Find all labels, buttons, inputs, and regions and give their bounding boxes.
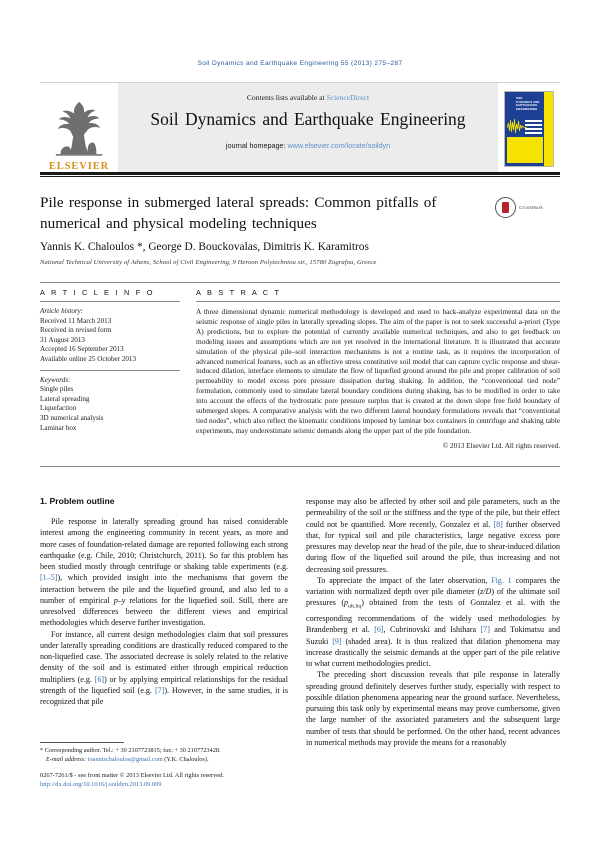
citation-ref[interactable]: [7]: [480, 625, 490, 635]
paragraph-text: response may also be affected by other soil and pile parameters, such as the permeability of the soil or the stiffness and the type of the pile, but their effect could not be quantified. More recently, Gonzalez et al.: [306, 497, 560, 529]
p-symbol: p: [344, 598, 349, 608]
abstract-text: A three dimensional dynamic numerical methodology is developed and used to back-analyze experimental data on the seismic response of single piles in laterally spreading slopes. The aim of the paper is not to seek successful a-priori (Type A) predictions, but to explore the potential of currently available numerical techniques, and also to get feedback on modeling issues and assumptions which are not yet resolved in the international literature. It is illustrated that accurate simulation of the physical pile–soil interaction mechanisms is not a routine task, as it requires the incorporation of advanced numerical features, such as an effective stress constitutive soil model that can capture cyclic response and shear-induced dilation, interface elements to simulate the flow of liquefied ground around the pile and proper calibration of soil permeability to model excess pore pressure dissipation during shaking. In addition, the “conventional tied node” formulation, commonly used to simulate lateral boundary conditions during shaking, has to be modified in order to take into account the effects of the hydrostatic pore pressure surplus that is created at the down slope free field boundary of submerged slopes. A comparative analysis with the two different lateral boundary formulations reveals that “conventional tied nodes”, which also reflect the kinematic conditions imposed by laminar box containers in centrifuge and shaking table experiments, may underestimate seismic demands along the upper part of the pile foundation.: [196, 307, 560, 435]
figure-ref[interactable]: Fig. 1: [491, 575, 512, 585]
zd-symbol: z/D: [480, 587, 492, 596]
sciencedirect-link[interactable]: ScienceDirect: [326, 93, 370, 102]
affiliation: National Technical University of Athens, School of Civil Engineering, 9 Heroon Polytechniou str., 15780 Zografou, Greece: [40, 259, 377, 266]
section-heading: 1. Problem outline: [40, 496, 115, 506]
history-revised: Received in revised form: [40, 326, 112, 335]
journal-masthead: [40, 82, 560, 175]
paragraph-text: ). However, in the same studies, it is recognized that pile: [40, 685, 288, 706]
paragraph: [40, 516, 288, 629]
citation-ref[interactable]: [6]: [374, 625, 384, 635]
abstract-heading: A B S T R A C T: [196, 288, 282, 297]
py-symbol: p–y: [113, 595, 126, 605]
homepage-url-link[interactable]: www.elsevier.com/locate/soildyn: [287, 141, 391, 150]
paragraph: [306, 575, 560, 670]
citation-ref[interactable]: [7]: [154, 685, 165, 695]
history-accepted: Accepted 16 September 2013: [40, 345, 124, 354]
article-info-column: [40, 288, 180, 433]
abstract-column: [196, 288, 560, 450]
keywords-label: Keywords:: [40, 375, 71, 384]
paragraph: [306, 496, 560, 575]
author-list: Yannis K. Chaloulos *, George D. Bouckovalas, Dimitris K. Karamitros: [40, 241, 369, 253]
paragraph: The preceding short discussion reveals that pile response in laterally spreading ground definitely deserves further study, especially with respect to possible dilation phenomena appearing near the ground surface. Nevertheless, pursuing this task only by experimental means may prove cumbersome, given the large number of the associated parameters and the subsequent large number of tests that should be performed. On the other hand, recent advances in numerical methods may provide the means for a reasonably: [306, 670, 560, 747]
paragraph-text: ), which provided insight into the mechanisms that govern the interaction between the pile and the liquefied ground, and also led to a number of empirical: [40, 573, 288, 605]
citation-ref[interactable]: [6]: [94, 674, 105, 684]
article-history: [40, 307, 180, 365]
p-subscript: ult,liq: [348, 603, 362, 610]
citation-ref[interactable]: [9]: [332, 636, 342, 646]
abstract-copyright: © 2013 Elsevier Ltd. All rights reserved.: [442, 441, 560, 450]
paragraph-text: and Tokimatsu and Suzuki: [306, 625, 561, 646]
paragraph-text: (shaded area). It is thus realized that dilation phenomena may increase drastically the seismic demands at the upper part of the pile relative to what current methodologies predict.: [306, 636, 561, 669]
paragraph-text: compares the variation with normalized depth over pile diameter (: [306, 575, 560, 596]
paragraph-text: relations for the liquefied soil. Still, there are unresolved differences between the different views and empirical methodologies which deserve further investigation.: [40, 595, 289, 628]
contents-line: [118, 93, 498, 102]
elsevier-logo: [40, 83, 118, 175]
paragraph-text: ) obtained from the tests of Gonzalez et al. with the corresponding recommendations of the widely used methodologies by Brandenberg et al.: [306, 598, 560, 635]
journal-homepage-line: [118, 141, 498, 150]
citation-ref[interactable]: [1–5]: [40, 573, 58, 583]
journal-cover-thumbnail: [498, 83, 560, 175]
history-revised-date: 31 August 2013: [40, 335, 85, 344]
panel-top-rule: [40, 282, 560, 283]
footnote-rule: [40, 742, 124, 743]
contents-prefix: Contents lists available at: [246, 93, 327, 102]
history-received: Received 11 March 2013: [40, 316, 112, 325]
paragraph-text: further observed that, for typical soil and pile characteristics, large negative excess pore pressures may develop near the head of the pile, due to shear-induced dilation during flow of the liquefied soil around the pile, thus increasing and not decreasing soil pressures.: [306, 519, 560, 574]
crossmark-label: CrossMark: [519, 204, 544, 210]
corresponding-author-note: * Corresponding author. Tel.: + 30 2107723815; fax: + 30 2107723428.: [40, 747, 221, 754]
keyword-item: Liquefaction: [40, 404, 77, 413]
body-column-left: [40, 496, 288, 707]
paragraph-text: To appreciate the impact of the later observation,: [317, 575, 492, 585]
history-label: Article history:: [40, 307, 84, 315]
email-link[interactable]: ioannischaloulos@gmail.com: [87, 755, 163, 763]
paragraph-text: ) or by applying empirical relationships for the residual strength of the liquefied soil (e.g.: [40, 674, 288, 695]
doi-link[interactable]: http://dx.doi.org/10.1016/j.soildyn.2013.09.009: [40, 780, 162, 788]
footnote: [40, 747, 290, 764]
running-head: Soil Dynamics and Earthquake Engineering 55 (2013) 275–287: [197, 60, 403, 67]
paragraph-text: For instance, all current design methodologies claim that soil pressures under laterally spreading conditions are drastically reduced compared to the non-liquefied case. The associated decrease is solely related to the relative density of the soil and is estimated either through empirical reduction multipliers (e.g.: [40, 629, 288, 684]
paragraph-text: ) of the ultimate soil pressures (: [306, 587, 560, 608]
keyword-item: Laminar box: [40, 423, 77, 432]
history-online: Available online 25 October 2013: [40, 354, 137, 363]
keyword-item: Lateral spreading: [40, 394, 90, 403]
citation-ref[interactable]: [8]: [493, 519, 503, 529]
crossmark-icon: [495, 197, 516, 218]
panel-bottom-rule: [40, 466, 560, 467]
seismogram-icon: [507, 118, 527, 134]
paragraph-text: , Cubrinovski and Ishihara: [383, 625, 481, 635]
keyword-item: Single piles: [40, 385, 74, 394]
cover-title-text: SOIL DYNAMICS AND EARTHQUAKE ENGINEERING: [516, 96, 540, 111]
crossmark-badge[interactable]: [495, 196, 557, 218]
page-title: Pile response in submerged lateral spreads: Common pitfalls of numerical and physical modeling techniques: [40, 194, 437, 232]
keyword-item: 3D numerical analysis: [40, 413, 104, 422]
article-info-heading: A R T I C L E I N F O: [40, 288, 155, 297]
issn-block: [40, 772, 340, 790]
journal-title: Soil Dynamics and Earthquake Engineering: [150, 109, 466, 129]
homepage-label: journal homepage:: [225, 141, 288, 150]
body-column-right: [306, 496, 560, 748]
email-label: E-mail address:: [46, 755, 87, 763]
elsevier-tree-icon: [50, 98, 108, 160]
keywords-block: [40, 376, 180, 434]
paragraph: [40, 629, 288, 708]
email-owner: (Y.K. Chaloulos).: [164, 755, 209, 763]
paragraph-text: Pile response in laterally spreading ground has raised considerable interest among the engineering community in recent years, as more and more cases of foundation-related damage are reported following each strong earthquake (e.g. Chile, 2010; Christchurch, 2011). So far this problem has been studied mostly through centrifuge or shaking table experiments (e.g.: [40, 517, 288, 571]
issn-line: 0267-7261/$ - see front matter © 2013 Elsevier Ltd. All rights reserved.: [40, 772, 224, 779]
elsevier-wordmark: ELSEVIER: [48, 161, 110, 172]
